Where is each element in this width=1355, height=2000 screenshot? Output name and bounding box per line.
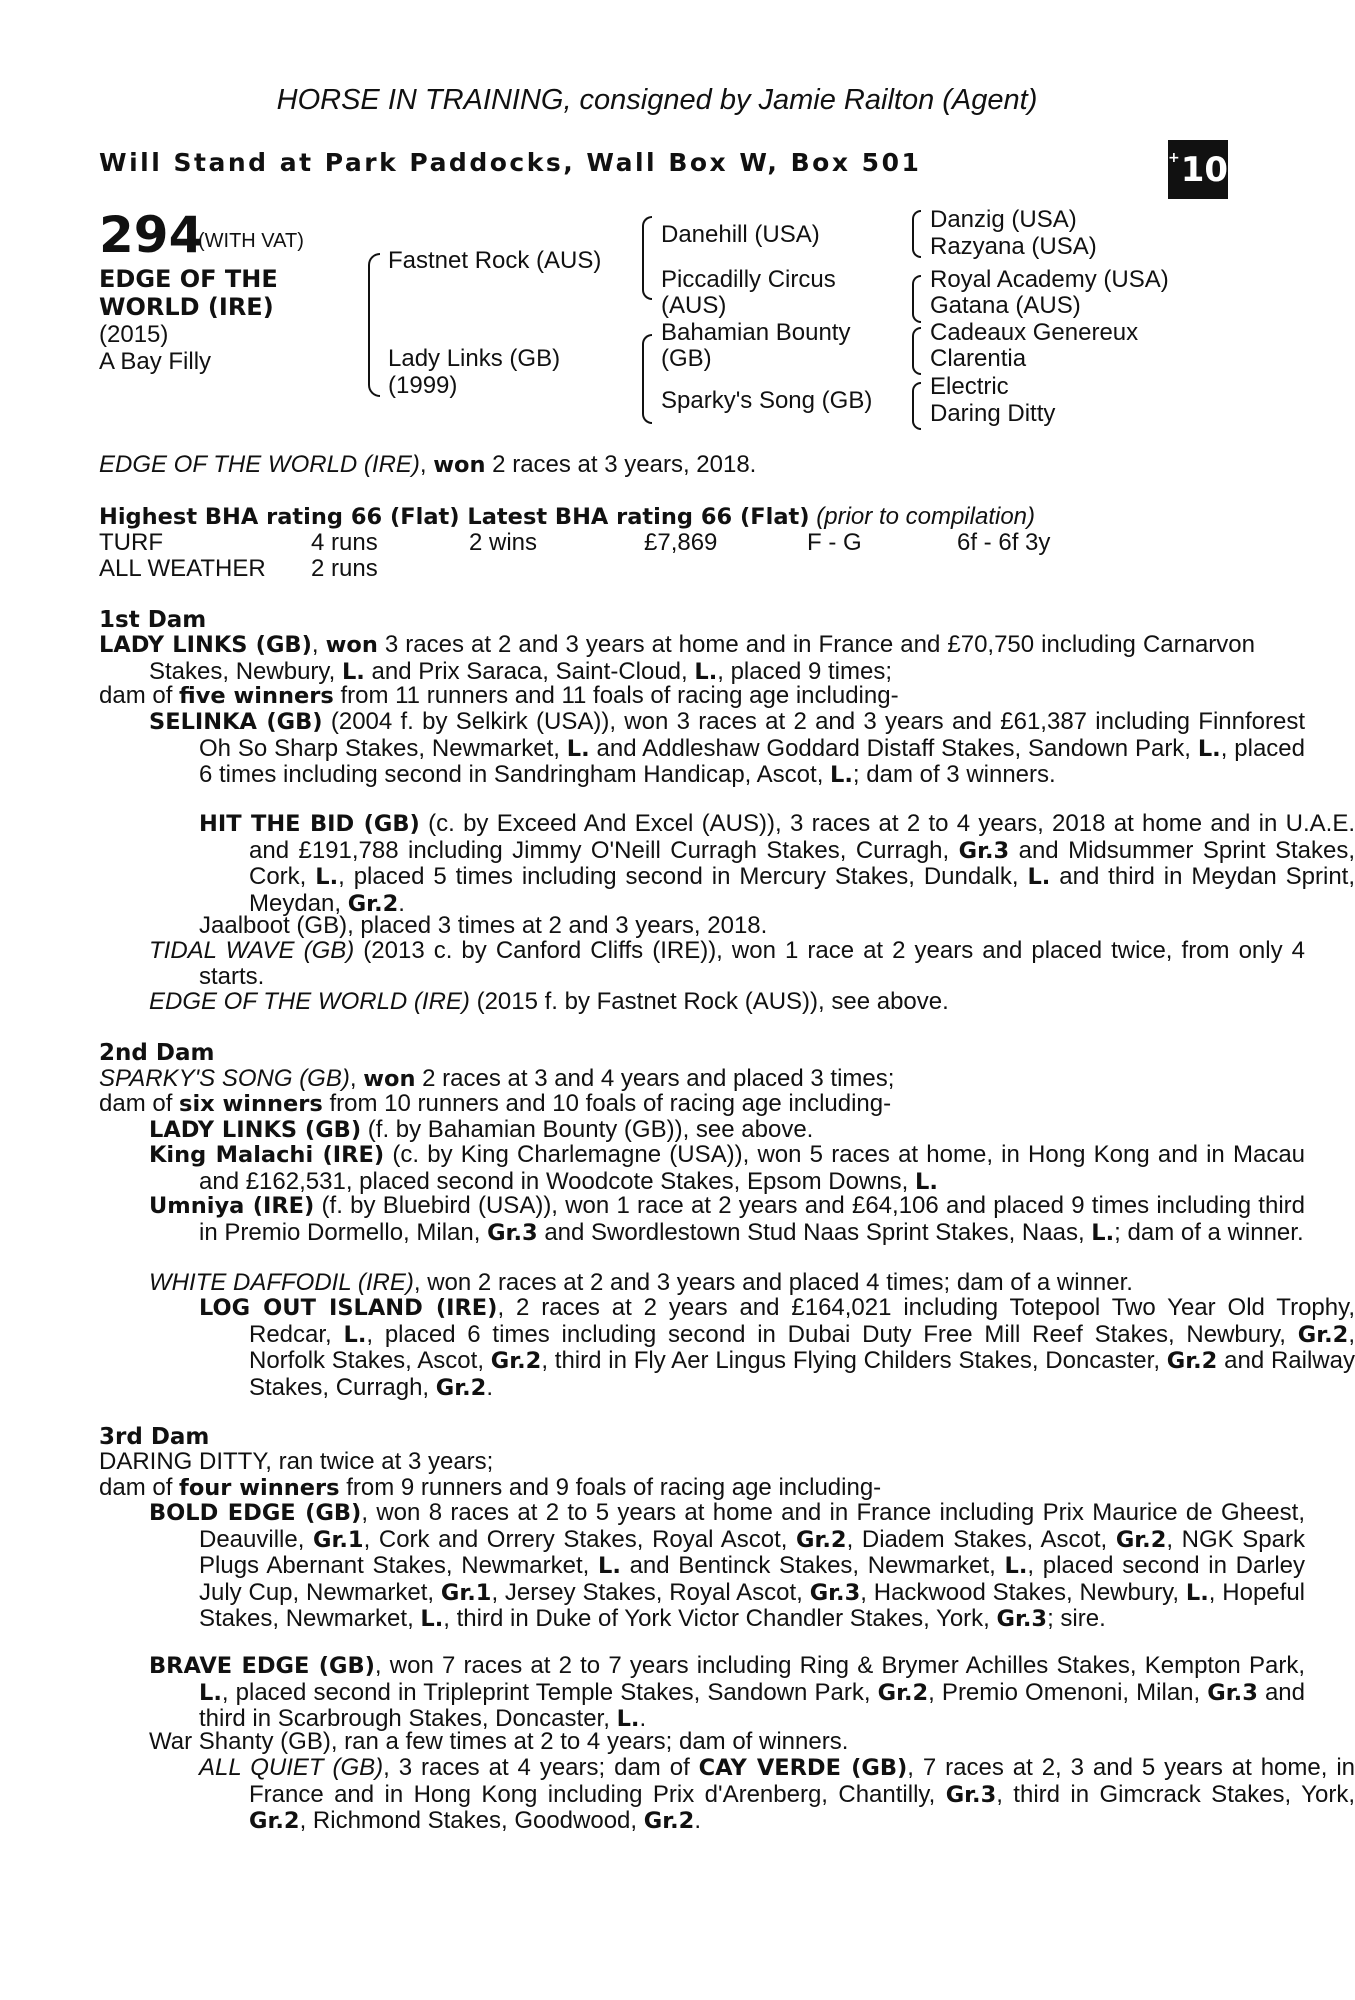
badge-plus: + [1167,149,1180,166]
produce-lady-links: LADY LINKS (GB) (f. by Bahamian Bounty (GB)), see above. [149,1116,814,1143]
produce-war-shanty: War Shanty (GB), ran a few times at 2 to 4 years; dam of winners. [149,1728,849,1755]
produce-bold-edge: BOLD EDGE (GB), won 8 races at 2 to 5 years at home and in France including Prix Maurice de Gheest, Deauville, Gr.1, Cork and Orrery Stakes, Royal Ascot, Gr.2, Diadem Stakes, Ascot, Gr.2, NGK Spark Plugs Abernant Stakes, Newmarket, L. and Bentinck Stakes, Newmarket, L., placed second in Darley July Cup, Newmarket, Gr.1, Jersey Stakes, Royal Ascot, Gr.3, Hackwood Stakes, Newbury, L., Hopeful Stakes, Newmarket, L., third in Duke of York Victor Chandler Stakes, York, Gr.3; sire. [149,1499,1306,1632]
section-third-dam: 3rd Dam [99,1424,210,1450]
produce-edge-of-the-world: EDGE OF THE WORLD (IRE) (2015 f. by Fastnet Rock (AUS)), see above. [149,988,949,1015]
pedigree-brace-sire [642,216,652,300]
pedigree-dam-line2: (1999) [388,372,458,399]
record-turf-distance: 6f - 6f 3y [957,529,1051,556]
pedigree-sdd: Gatana (AUS) [930,292,1081,319]
pedigree-sire-dam-line2: (AUS) [661,292,727,319]
produce-brave-edge: BRAVE EDGE (GB), won 7 races at 2 to 7 years including Ring & Brymer Achilles Stakes, Kempton Park, L., placed second in Tripleprint Temple Stakes, Sandown Park, Gr.2, Premio Omenoni, Milan, Gr.3 and third in Scarbrough Stakes, Doncaster, L.. [149,1652,1305,1732]
produce-all-quiet: ALL QUIET (GB), 3 races at 4 years; dam of CAY VERDE (GB), 7 races at 2, 3 and 5 years at home, in France and in Hong Kong including Prix d'Arenberg, Chantilly, Gr.3, third in Gimcrack Stakes, York, Gr.2, Richmond Stakes, Goodwood, Gr.2. [199,1754,1355,1834]
consignment-header: HORSE IN TRAINING, consigned by Jamie Railton (Agent) [276,84,1038,116]
pedigree-ddd: Daring Ditty [930,400,1056,427]
horse-name-line1: EDGE OF THE [99,265,278,293]
pedigree-dsd: Clarentia [930,345,1027,372]
rating-badge [1168,140,1228,199]
pedigree-ssd: Razyana (USA) [930,233,1097,260]
record-turf-runs: 4 runs [311,529,378,556]
third-dam-record: DARING DITTY, ran twice at 3 years; [99,1448,494,1475]
pedigree-sss: Danzig (USA) [930,206,1077,233]
produce-selinka: SELINKA (GB) (2004 f. by Selkirk (USA)), won 3 races at 2 and 3 years and £61,387 including Finnforest Oh So Sharp Stakes, Newmarket, L. and Addleshaw Goddard Distaff Stakes, Sandown Park, L., placed 6 times including second in Sandringham Handicap, Ascot, L.; dam of 3 winners. [149,708,1306,788]
lot-number: 294 [99,206,204,264]
produce-log-out-island: LOG OUT ISLAND (IRE), 2 races at 2 years and £164,021 including Totepool Two Year Old Trophy, Redcar, L., placed 6 times including second in Dubai Duty Free Mill Reef Stakes, Newbury, Gr.2, Norfolk Stakes, Ascot, Gr.2, third in Fly Aer Lingus Flying Childers Stakes, Doncaster, Gr.2 and Railway Stakes, Curragh, Gr.2. [199,1294,1355,1401]
pedigree-sire: Fastnet Rock (AUS) [388,247,602,274]
first-dam-produce-summary: dam of five winners from 11 runners and 11 foals of racing age including- [99,682,899,709]
pedigree-brace-6 [912,327,921,375]
bha-rating: Highest BHA rating 66 (Flat) Latest BHA rating 66 (Flat) (prior to compilation) [99,503,1036,530]
record-turf-prize: £7,869 [644,529,718,556]
pedigree-dam-dam: Sparky's Song (GB) [661,387,873,414]
second-dam-produce-summary: dam of six winners from 10 runners and 10 foals of racing age including- [99,1090,892,1117]
third-dam-produce-summary: dam of four winners from 9 runners and 9 foals of racing age including- [99,1474,882,1501]
pedigree-brace-5 [912,275,921,323]
horse-description: A Bay Filly [99,348,212,375]
section-first-dam: 1st Dam [99,607,207,633]
badge-number: 10 [1180,149,1229,190]
record-aw-runs: 2 runs [311,555,378,582]
section-second-dam: 2nd Dam [99,1040,215,1066]
record-aw-label: ALL WEATHER [99,555,266,582]
pedigree-dam-line1: Lady Links (GB) [388,345,561,372]
pedigree-dam-sire-line2: (GB) [661,345,712,372]
horse-year: (2015) [99,321,169,348]
produce-white-daffodil: WHITE DAFFODIL (IRE), won 2 races at 2 and 3 years and placed 4 times; dam of a winner. [149,1269,1133,1296]
race-summary: EDGE OF THE WORLD (IRE), won 2 races at 3 years, 2018. [99,451,757,478]
first-dam-record: LADY LINKS (GB), won 3 races at 2 and 3 years at home and in France and £70,750 including Carnarvon Stakes, Newbury, L. and Prix Saraca, Saint-Cloud, L., placed 9 times; [99,631,1255,685]
pedigree-sire-sire: Danehill (USA) [661,221,820,248]
pedigree-dss: Cadeaux Genereux [930,319,1139,346]
produce-umniya: Umniya (IRE) (f. by Bluebird (USA)), won 1 race at 2 years and £64,106 and placed 9 times including third in Premio Dormello, Milan, Gr.3 and Swordlestown Stud Naas Sprint Stakes, Naas, L.; dam of a winner. [149,1192,1305,1246]
produce-tidal-wave: TIDAL WAVE (GB) (2013 c. by Canford Cliffs (IRE)), won 1 race at 2 years and placed twice, from only 4 starts. [149,937,1305,990]
record-turf-wins: 2 wins [469,529,538,556]
pedigree-brace-7 [912,382,921,430]
pedigree-sds: Royal Academy (USA) [930,266,1169,293]
horse-name-line2: WORLD (IRE) [99,293,274,321]
produce-hit-the-bid: HIT THE BID (GB) (c. by Exceed And Excel (AUS)), 3 races at 2 to 4 years, 2018 at home and in U.A.E. and £191,788 including Jimmy O'Neill Curragh Stakes, Curragh, Gr.3 and Midsummer Sprint Stakes, Cork, L., placed 5 times including second in Mercury Stakes, Dundalk, L. and third in Meydan Sprint, Meydan, Gr.2. [199,810,1355,917]
pedigree-sire-dam-line1: Piccadilly Circus [661,266,836,293]
second-dam-record: SPARKY'S SONG (GB), won 2 races at 3 and 4 years and placed 3 times; [99,1065,895,1092]
stand-location: Will Stand at Park Paddocks, Wall Box W, Box 501 [99,148,922,177]
pedigree-brace-gen1 [368,253,380,397]
vat-label: (WITH VAT) [198,230,304,252]
produce-jaalboot: Jaalboot (GB), placed 3 times at 2 and 3 years, 2018. [199,912,768,939]
pedigree-dam-sire-line1: Bahamian Bounty [661,319,851,346]
produce-king-malachi: King Malachi (IRE) (c. by King Charlemagne (USA)), won 5 races at home, in Hong Kong and in Macau and £162,531, placed second in Woodcote Stakes, Epsom Downs, L. [149,1141,1306,1195]
record-turf-going: F - G [807,529,862,556]
horse-name [99,265,278,321]
pedigree-brace-dam [642,334,652,424]
pedigree-dds: Electric [930,373,1009,400]
record-turf-label: TURF [99,529,163,556]
pedigree-brace-4 [912,210,921,258]
